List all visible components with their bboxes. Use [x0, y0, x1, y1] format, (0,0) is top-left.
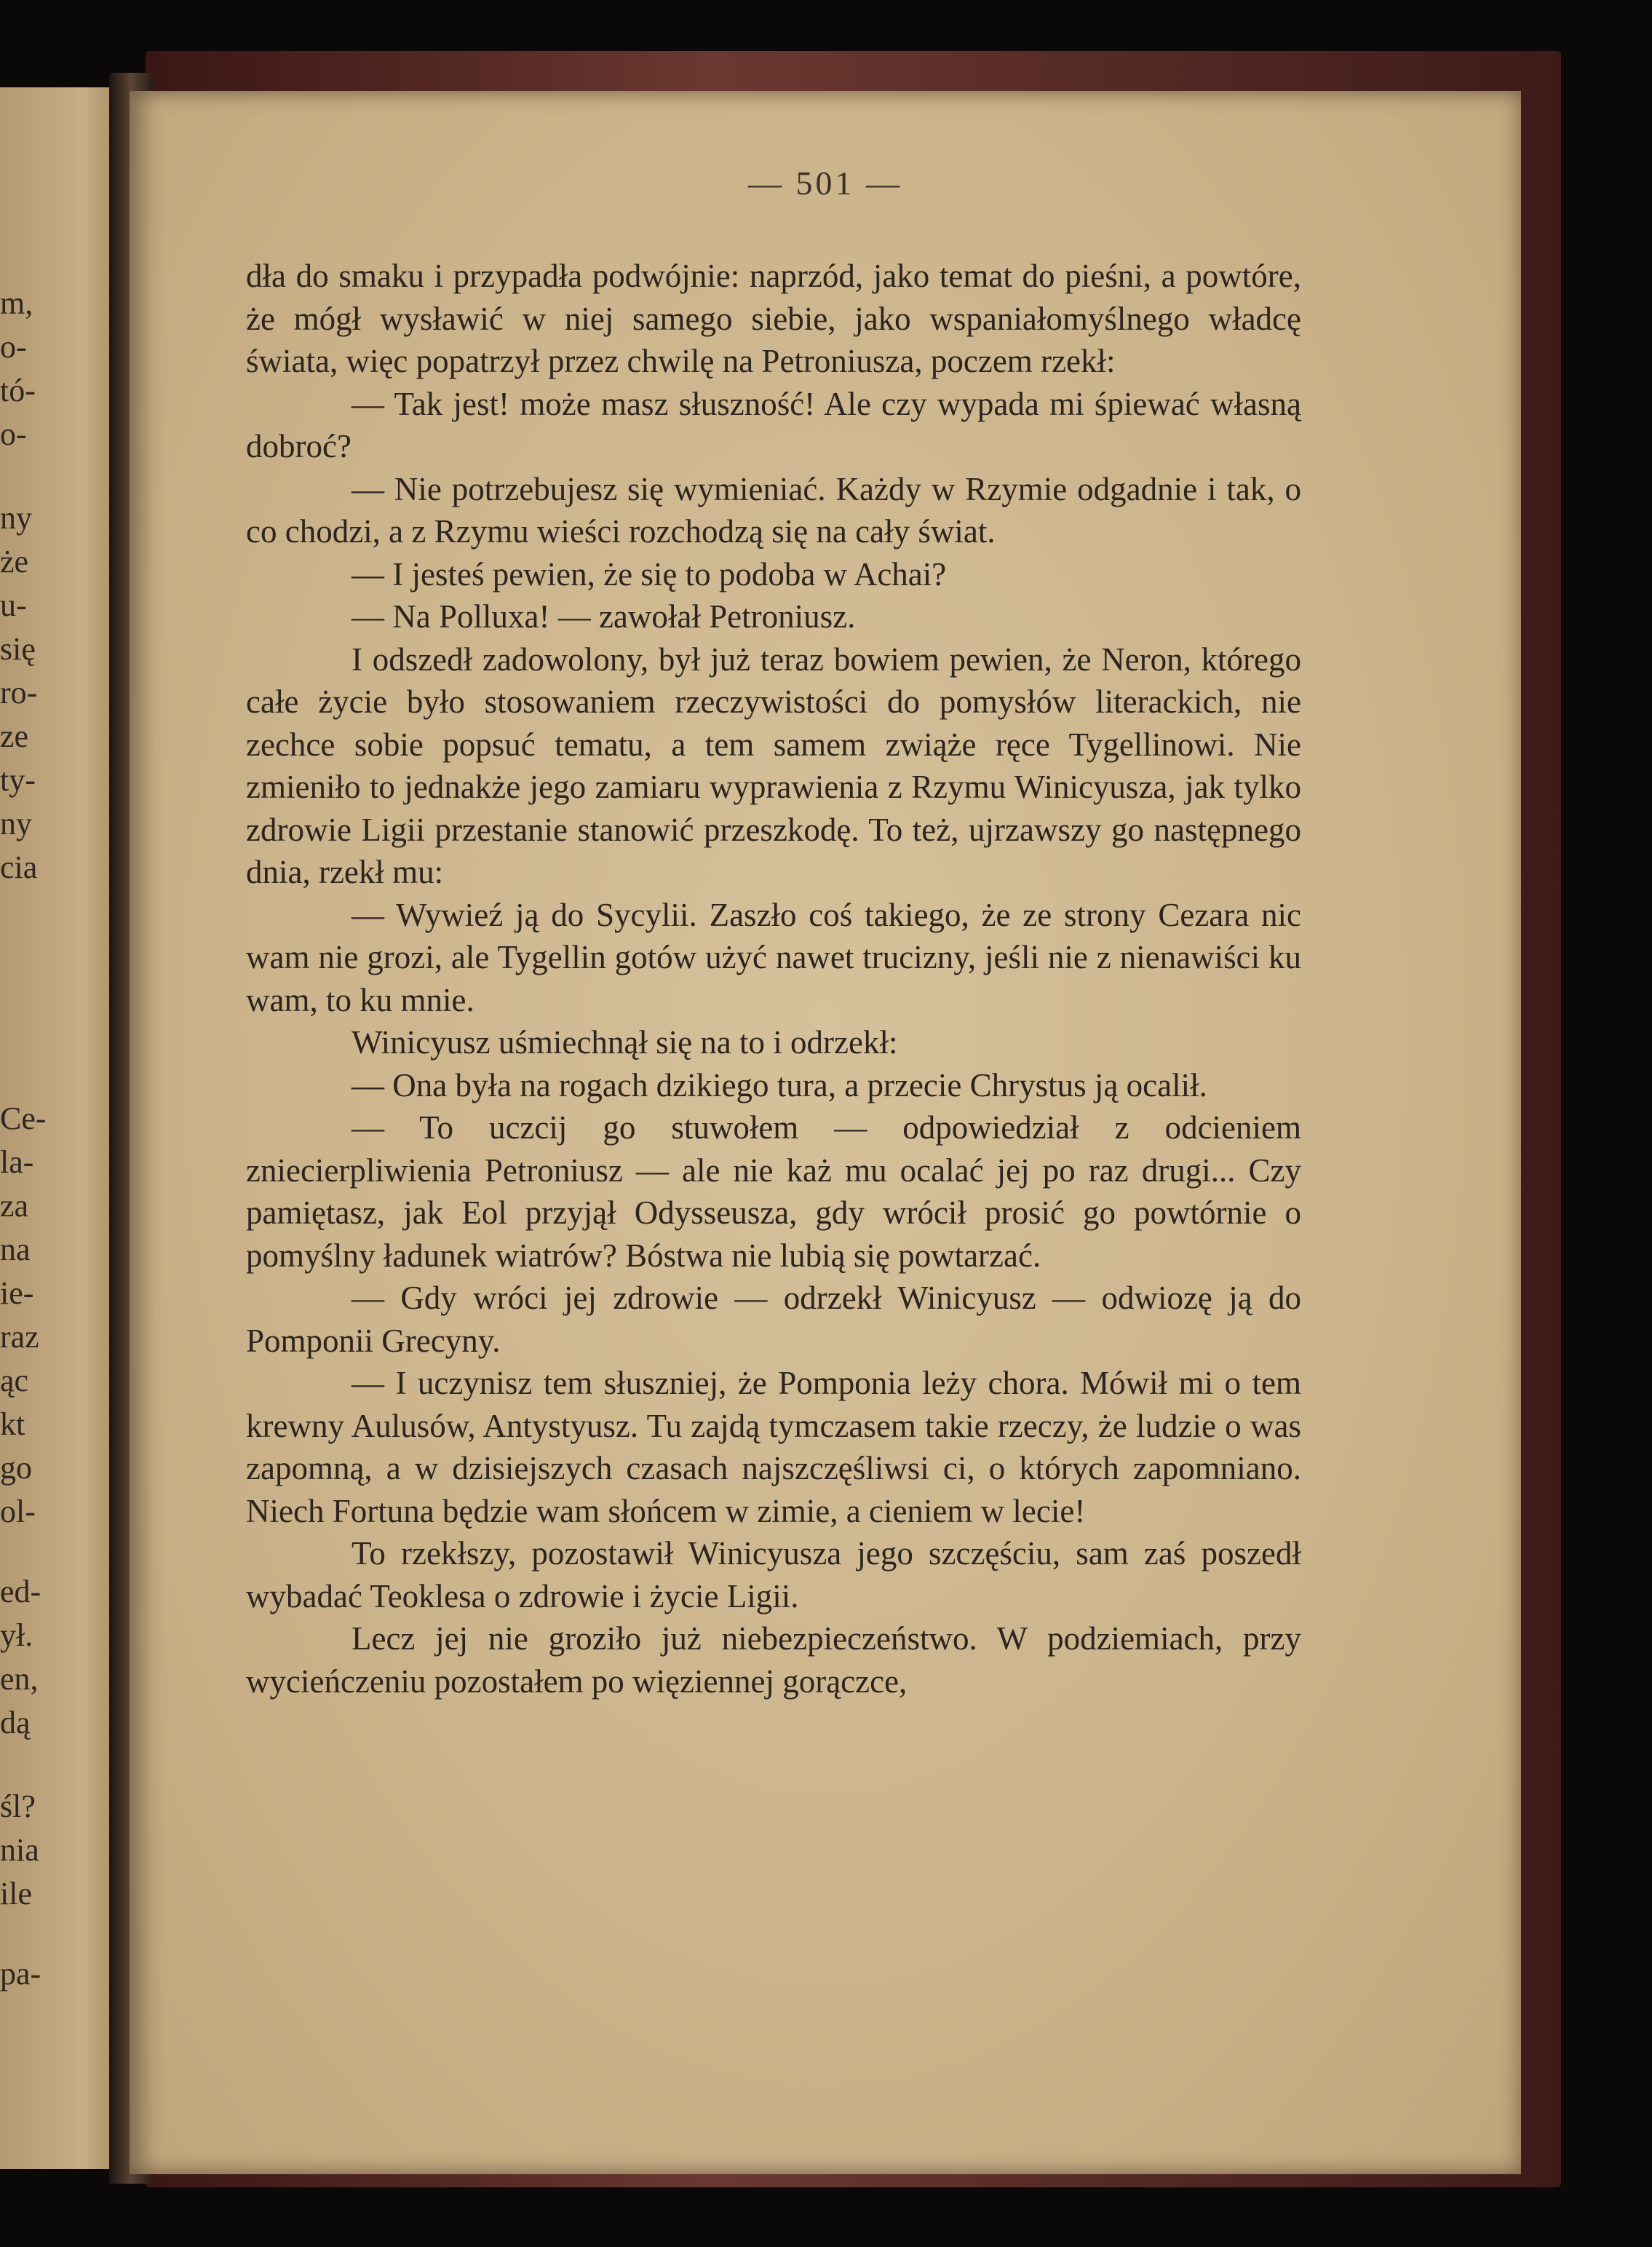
left-page-fragment: ny [0, 500, 32, 536]
left-page-fragment: go [0, 1450, 32, 1486]
left-page-fragment: o- [0, 416, 27, 452]
left-page-fragment: na [0, 1232, 31, 1267]
left-page-fragment: ed- [0, 1574, 41, 1609]
paragraph-8: Winicyusz uśmiechnął się na to i odrzekł: [352, 1024, 898, 1061]
left-page-fragment: u- [0, 587, 27, 623]
left-page-fragment: ąc [0, 1363, 29, 1398]
left-page-fragment: en, [0, 1661, 39, 1697]
paragraph-3: — Nie potrzebujesz się wymieniać. Każdy w Rzymie odgadnie i tak, o co chodzi, a z Rzymu wieści rozchodzą się na cały świat. [246, 470, 1301, 550]
left-page-fragment: ol- [0, 1494, 36, 1529]
paragraph-13: To rzekłszy, pozostawił Winicyusza jego szczęściu, sam zaś poszedł wybadać Teoklesa o zdrowie i życie Ligii. [246, 1535, 1301, 1614]
paragraph-4: — I jesteś pewien, że się to podoba w Achai? [352, 555, 947, 593]
left-page-fragment: pa- [0, 1956, 41, 1992]
left-page-fragment: za [0, 1188, 29, 1224]
left-page-edge [0, 87, 120, 2169]
left-page-fragment: cia [0, 849, 38, 885]
left-page-fragment: ile [0, 1876, 32, 1911]
right-page [130, 91, 1521, 2174]
paragraph-1: dła do smaku i przypadła podwójnie: naprzód, jako temat do pieśni, a powtóre, że mógł wysławić w niej samego siebie, jako wspaniałomyślnego władcę świata, więc popatrzył przez chwilę na Petroniusza, poczem rzekł: [246, 258, 1301, 379]
left-page-fragment: że [0, 544, 29, 579]
paragraph-12: — I uczynisz tem słuszniej, że Pomponia leży chora. Mówił mi o tem krewny Aulusów, Antystyusz. Tu zajdą tymczasem takie rzeczy, że ludzie o was zapomną, a w dzisiejszych czasach najszczęśliwsi ci, o których zapomniano. Niech Fortuna będzie wam słońcem w zimie, a cieniem w lecie! [246, 1365, 1301, 1529]
paragraph-14: Lecz jej nie groziło już niebezpieczeństwo. W podziemiach, przy wycieńczeniu pozostałem po więziennej gorączce, [246, 1620, 1301, 1700]
paragraph-9: — Ona była na rogach dzikiego tura, a przecie Chrystus ją ocalił. [352, 1066, 1207, 1103]
left-page-fragment: kt [0, 1406, 25, 1442]
paragraph-7: — Wywieź ją do Sycylii. Zaszło coś takiego, że ze strony Cezara nic wam nie grozi, ale Tygellin gotów użyć nawet trucizny, jeśli nie z nienawiści ku wam, to ku mnie. [246, 896, 1301, 1018]
left-page-fragment: ro- [0, 675, 38, 710]
left-page-fragment: dą [0, 1705, 31, 1740]
left-page-fragment: ył. [0, 1617, 33, 1653]
left-page-fragment: Ce- [0, 1101, 47, 1136]
left-page-fragment: ny [0, 806, 32, 841]
paragraph-2: — Tak jest! może masz słuszność! Ale czy wypada mi śpiewać własną dobroć? [246, 385, 1301, 464]
left-page-fragment: o- [0, 329, 27, 365]
left-page-fragment: nia [0, 1832, 39, 1868]
paragraph-5: — Na Polluxa! — zawołał Petroniusz. [352, 598, 856, 635]
left-page-fragment: ty- [0, 762, 36, 798]
paragraph-6: I odszedł zadowolony, był już teraz bowiem pewien, że Neron, którego całe życie było stosowaniem rzeczywistości do pomysłów literackich, nie zechce sobie popsuć tematu, a tem samem zwiąże ręce Tygellinowi. Nie zmieniło to jednakże jego zamiaru wyprawienia z Rzymu Winicyusza, jak tylko zdrowie Ligii przestanie stanowić przeszkodę. To też, ujrzawszy go następnego dnia, rzekł mu: [246, 641, 1301, 890]
page-number: — 501 — [748, 165, 902, 202]
paragraph-11: — Gdy wróci jej zdrowie — odrzekł Winicyusz — odwiozę ją do Pomponii Grecyny. [246, 1280, 1301, 1359]
left-page-fragment: la- [0, 1144, 34, 1180]
left-page-fragment: raz [0, 1319, 39, 1355]
left-page-fragment: śl? [0, 1788, 36, 1824]
left-page-fragment: m, [0, 285, 33, 321]
left-page-fragment: ze [0, 718, 29, 754]
left-page-fragment: tó- [0, 373, 36, 408]
page-text [246, 255, 1301, 1703]
left-page-fragment: się [0, 631, 36, 667]
paragraph-10: — To uczcij go stuwołem — odpowiedział z odcieniem zniecierpliwienia Petroniusz — ale nie każ mu ocalać jej po raz drugi... Czy pamiętasz, jak Eol przyjął Odysseusza, gdy wrócił prosić go powtórnie o pomyślny ładunek wiatrów? Bóstwa nie lubią się powtarzać. [246, 1109, 1301, 1274]
left-page-fragment: ie- [0, 1275, 34, 1311]
